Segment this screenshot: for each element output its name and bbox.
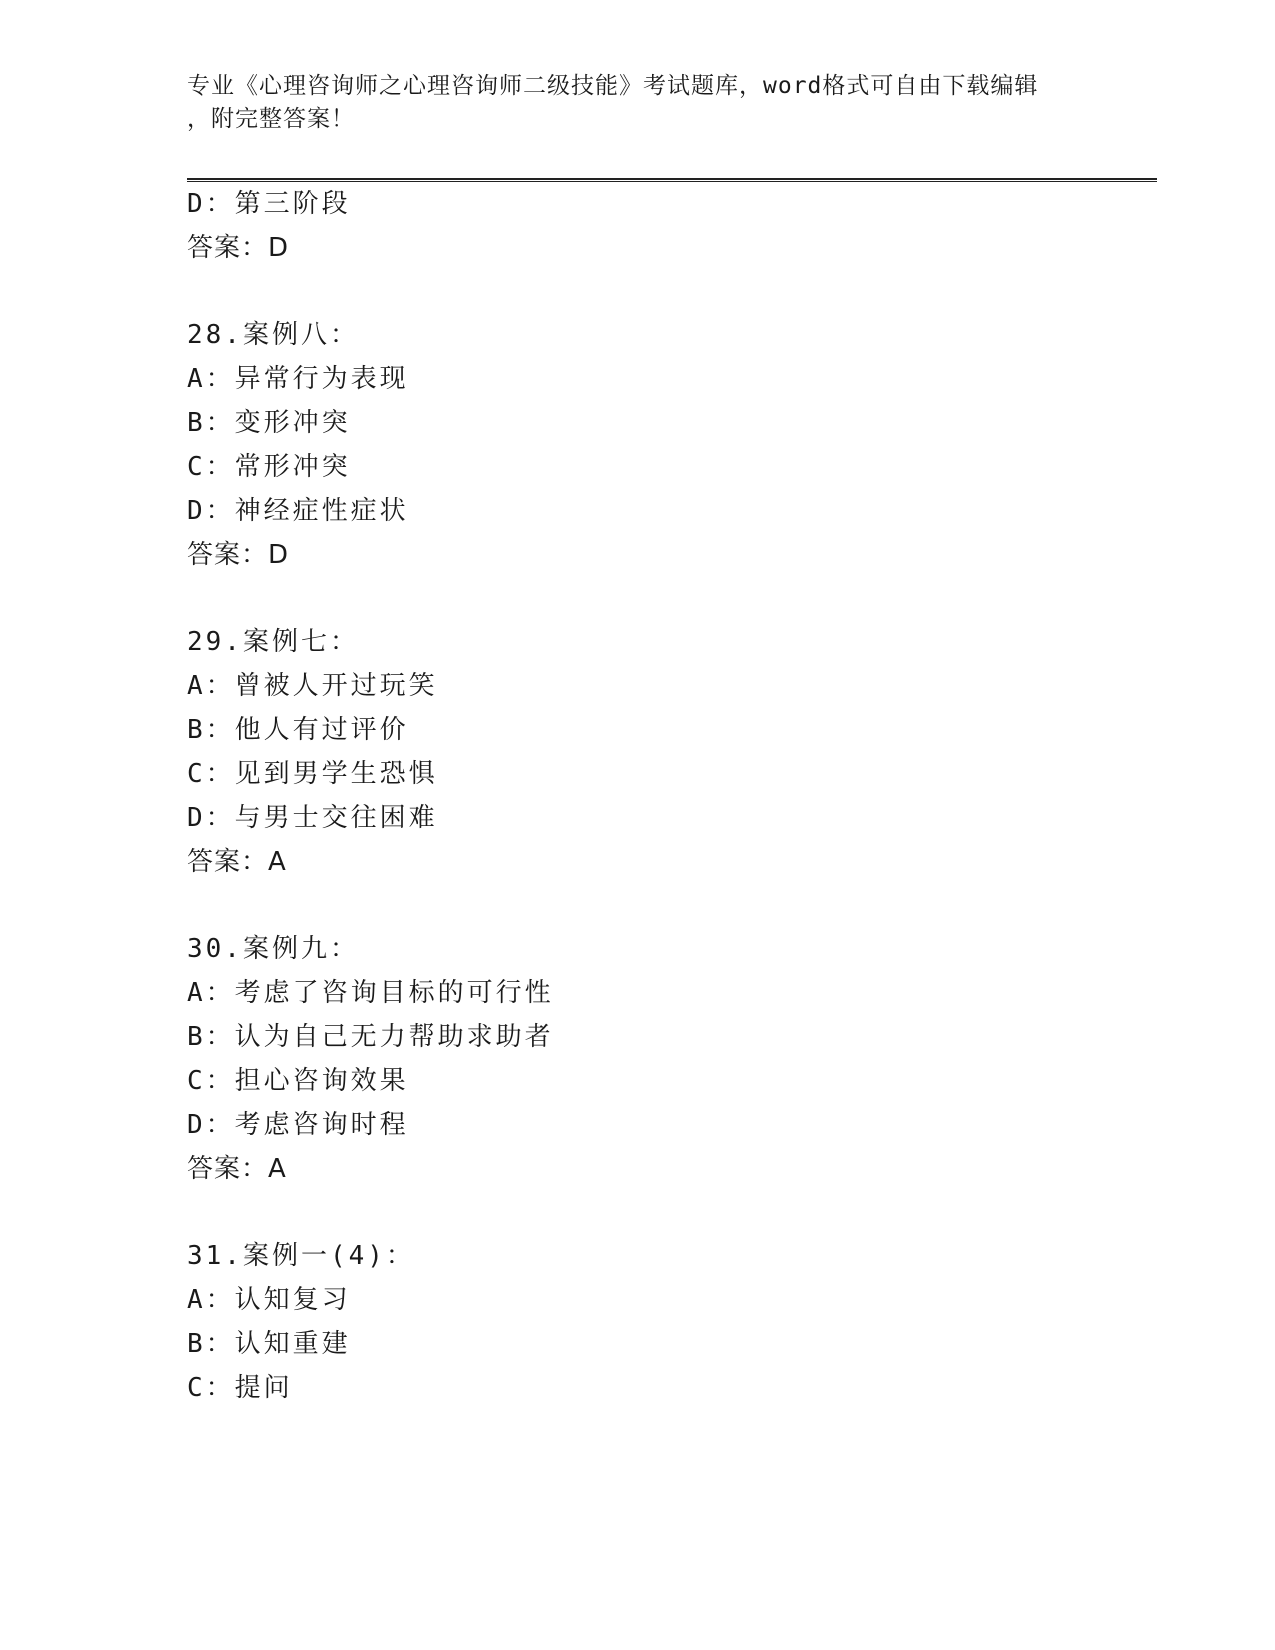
option-c: C：担心咨询效果 bbox=[187, 1066, 409, 1096]
option-a: A：曾被人开过玩笑 bbox=[187, 671, 438, 701]
option-b: B：他人有过评价 bbox=[187, 715, 409, 745]
answer: 答案：A bbox=[187, 847, 287, 877]
option-c: C：常形冲突 bbox=[187, 452, 351, 482]
question-29: 29.案例七： bbox=[187, 627, 359, 657]
answer: 答案：D bbox=[187, 233, 290, 263]
answer: 答案：A bbox=[187, 1154, 287, 1184]
header-title-continuation: ，附完整答案！ bbox=[187, 106, 355, 132]
header-title-line: 专业《心理咨询师之心理咨询师二级技能》考试题库，word格式可自由下载编辑 bbox=[187, 73, 1039, 99]
option-c: C：提问 bbox=[187, 1373, 293, 1403]
option-c: C：见到男学生恐惧 bbox=[187, 759, 438, 789]
question-30: 30.案例九： bbox=[187, 934, 359, 964]
question-28: 28.案例八： bbox=[187, 320, 359, 350]
option-b: B：认为自己无力帮助求助者 bbox=[187, 1022, 554, 1052]
question-31: 31.案例一(4)： bbox=[187, 1241, 415, 1271]
option-d: D：与男士交往困难 bbox=[187, 803, 438, 833]
option-a: A：异常行为表现 bbox=[187, 364, 409, 394]
option-a: A：考虑了咨询目标的可行性 bbox=[187, 978, 554, 1008]
answer: 答案：D bbox=[187, 540, 290, 570]
option-b: B：认知重建 bbox=[187, 1329, 351, 1359]
option-b: B：变形冲突 bbox=[187, 408, 351, 438]
option-d: D：考虑咨询时程 bbox=[187, 1110, 409, 1140]
option-a: A：认知复习 bbox=[187, 1285, 351, 1315]
document-header bbox=[187, 70, 1087, 136]
header-divider bbox=[187, 178, 1157, 182]
option-d: D：第三阶段 bbox=[187, 189, 351, 219]
option-d: D：神经症性症状 bbox=[187, 496, 409, 526]
